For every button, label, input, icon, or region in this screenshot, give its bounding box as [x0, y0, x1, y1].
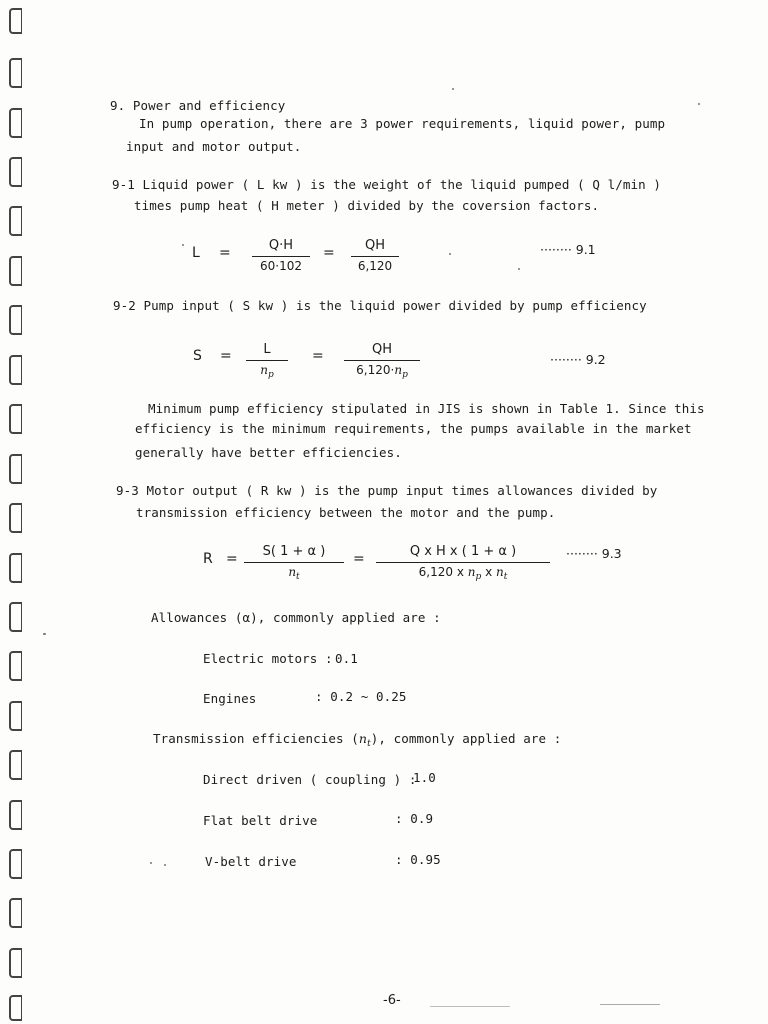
- binding-ring: [9, 256, 22, 286]
- fraction-bar: [246, 360, 288, 361]
- efficiency-symbol: n: [260, 363, 268, 377]
- speck: [43, 633, 46, 635]
- binding-ring: [9, 58, 22, 88]
- binding-ring: [9, 750, 22, 780]
- equation-number: ········ 9.1: [540, 242, 596, 257]
- numerator: S( 1 + α ): [262, 544, 326, 559]
- speck: [452, 88, 454, 90]
- fraction-bar: [244, 562, 344, 563]
- fraction: [344, 342, 420, 380]
- list-item-label: V-belt drive: [205, 854, 297, 869]
- speck: [430, 1006, 510, 1007]
- list-item-label: Engines: [203, 691, 257, 706]
- numerator: Q x H x ( 1 + α ): [409, 544, 517, 559]
- binding-rings: [0, 0, 40, 1024]
- equals-sign: =: [219, 245, 231, 261]
- subsection-9-3-line: transmission efficiency between the motor and the pump.: [136, 505, 556, 520]
- fraction-bar: [351, 256, 399, 257]
- binding-ring: [9, 454, 22, 484]
- binding-ring: [9, 206, 22, 236]
- multiply-sign: x: [481, 565, 496, 579]
- efficiency-symbol: n: [394, 363, 403, 377]
- equals-sign: =: [226, 551, 238, 567]
- binding-ring: [9, 305, 22, 335]
- fraction: [246, 342, 288, 380]
- equation-lhs: L: [192, 245, 200, 261]
- allowances-title: Allowances (α), commonly applied are :: [151, 610, 441, 625]
- note-line: efficiency is the minimum requirements, the pumps available in the market: [135, 421, 692, 436]
- equals-sign: =: [312, 348, 324, 364]
- binding-ring: [9, 898, 22, 928]
- subscript: p: [402, 370, 408, 380]
- transmission-title-text: Transmission efficiencies (: [153, 731, 359, 746]
- section-heading: 9. Power and efficiency: [110, 98, 286, 113]
- transmission-title-text: ), commonly applied are :: [370, 731, 562, 746]
- subsection-9-3-line: 9-3 Motor output ( R kw ) is the pump input times allowances divided by: [116, 483, 658, 498]
- binding-ring: [9, 503, 22, 533]
- numerator: L: [263, 342, 271, 357]
- list-item-label: Flat belt drive: [203, 813, 318, 828]
- binding-ring: [9, 995, 22, 1021]
- numerator: QH: [371, 342, 392, 357]
- equation-lhs: S: [193, 348, 202, 364]
- equation-lhs: R: [203, 551, 213, 567]
- subsection-9-1-line: 9-1 Liquid power ( L kw ) is the weight of the liquid pumped ( Q l/min ): [112, 177, 662, 192]
- binding-ring: [9, 849, 22, 879]
- equals-sign: =: [353, 551, 365, 567]
- binding-ring: [9, 800, 22, 830]
- efficiency-symbol: n: [358, 731, 368, 746]
- equation-number: ········ 9.2: [550, 352, 606, 367]
- equals-sign: =: [220, 348, 232, 364]
- speck: [182, 244, 184, 246]
- numerator: Q·H: [268, 238, 294, 253]
- denominator: 60·102: [260, 259, 302, 273]
- intro-line: In pump operation, there are 3 power requirements, liquid power, pump: [139, 116, 666, 131]
- subscript: p: [475, 572, 482, 582]
- speck: [164, 864, 166, 866]
- denominator-prefix: 6,120 x: [418, 565, 468, 579]
- note-line: generally have better efficiencies.: [135, 445, 402, 460]
- binding-ring: [9, 8, 22, 34]
- numerator: QH: [364, 238, 385, 253]
- speck: [600, 1004, 660, 1005]
- binding-ring: [9, 948, 22, 978]
- fraction: [351, 238, 399, 273]
- binding-ring: [9, 355, 22, 385]
- subscript: t: [503, 572, 508, 582]
- speck: [150, 862, 152, 864]
- list-item-value: 0.1: [335, 651, 358, 666]
- binding-ring: [9, 651, 22, 681]
- speck: [518, 268, 520, 270]
- subsection-9-2-line: 9-2 Pump input ( S kw ) is the liquid power divided by pump efficiency: [113, 298, 647, 313]
- note-line: Minimum pump efficiency stipulated in JIS is shown in Table 1. Since this: [148, 401, 705, 416]
- subscript: t: [367, 739, 371, 749]
- speck: [449, 253, 451, 255]
- speck: [698, 103, 700, 105]
- efficiency-symbol: n: [288, 565, 297, 579]
- equals-sign: =: [323, 245, 335, 261]
- denominator: 6,120: [357, 259, 393, 273]
- binding-ring: [9, 701, 22, 731]
- denominator-prefix: 6,120·: [356, 363, 395, 377]
- list-item-value: : 0.9: [395, 811, 434, 826]
- equation-number: ········ 9.3: [566, 546, 622, 561]
- binding-ring: [9, 157, 22, 187]
- fraction: [252, 238, 310, 273]
- binding-ring: [9, 553, 22, 583]
- list-item-value: : 0.95: [395, 852, 441, 867]
- list-item-value: 1.0: [413, 770, 436, 785]
- binding-ring: [9, 404, 22, 434]
- list-item-label: Electric motors :: [203, 651, 333, 666]
- efficiency-symbol: n: [467, 565, 476, 579]
- list-item-value: : 0.2 ~ 0.25: [315, 689, 407, 704]
- list-item-label: Direct driven ( coupling ) :: [203, 772, 417, 787]
- fraction: [244, 544, 344, 582]
- fraction-bar: [376, 562, 550, 563]
- fraction-bar: [344, 360, 420, 361]
- page-number: -6-: [383, 993, 401, 1008]
- subscript: p: [267, 370, 274, 380]
- transmission-title: [153, 731, 561, 749]
- binding-ring: [9, 602, 22, 632]
- fraction: [376, 544, 550, 582]
- binding-ring: [9, 108, 22, 138]
- intro-line: input and motor output.: [126, 139, 302, 154]
- subsection-9-1-line: times pump heat ( H meter ) divided by the coversion factors.: [134, 198, 600, 213]
- fraction-bar: [252, 256, 310, 257]
- efficiency-symbol: n: [495, 565, 504, 579]
- subscript: t: [296, 572, 300, 582]
